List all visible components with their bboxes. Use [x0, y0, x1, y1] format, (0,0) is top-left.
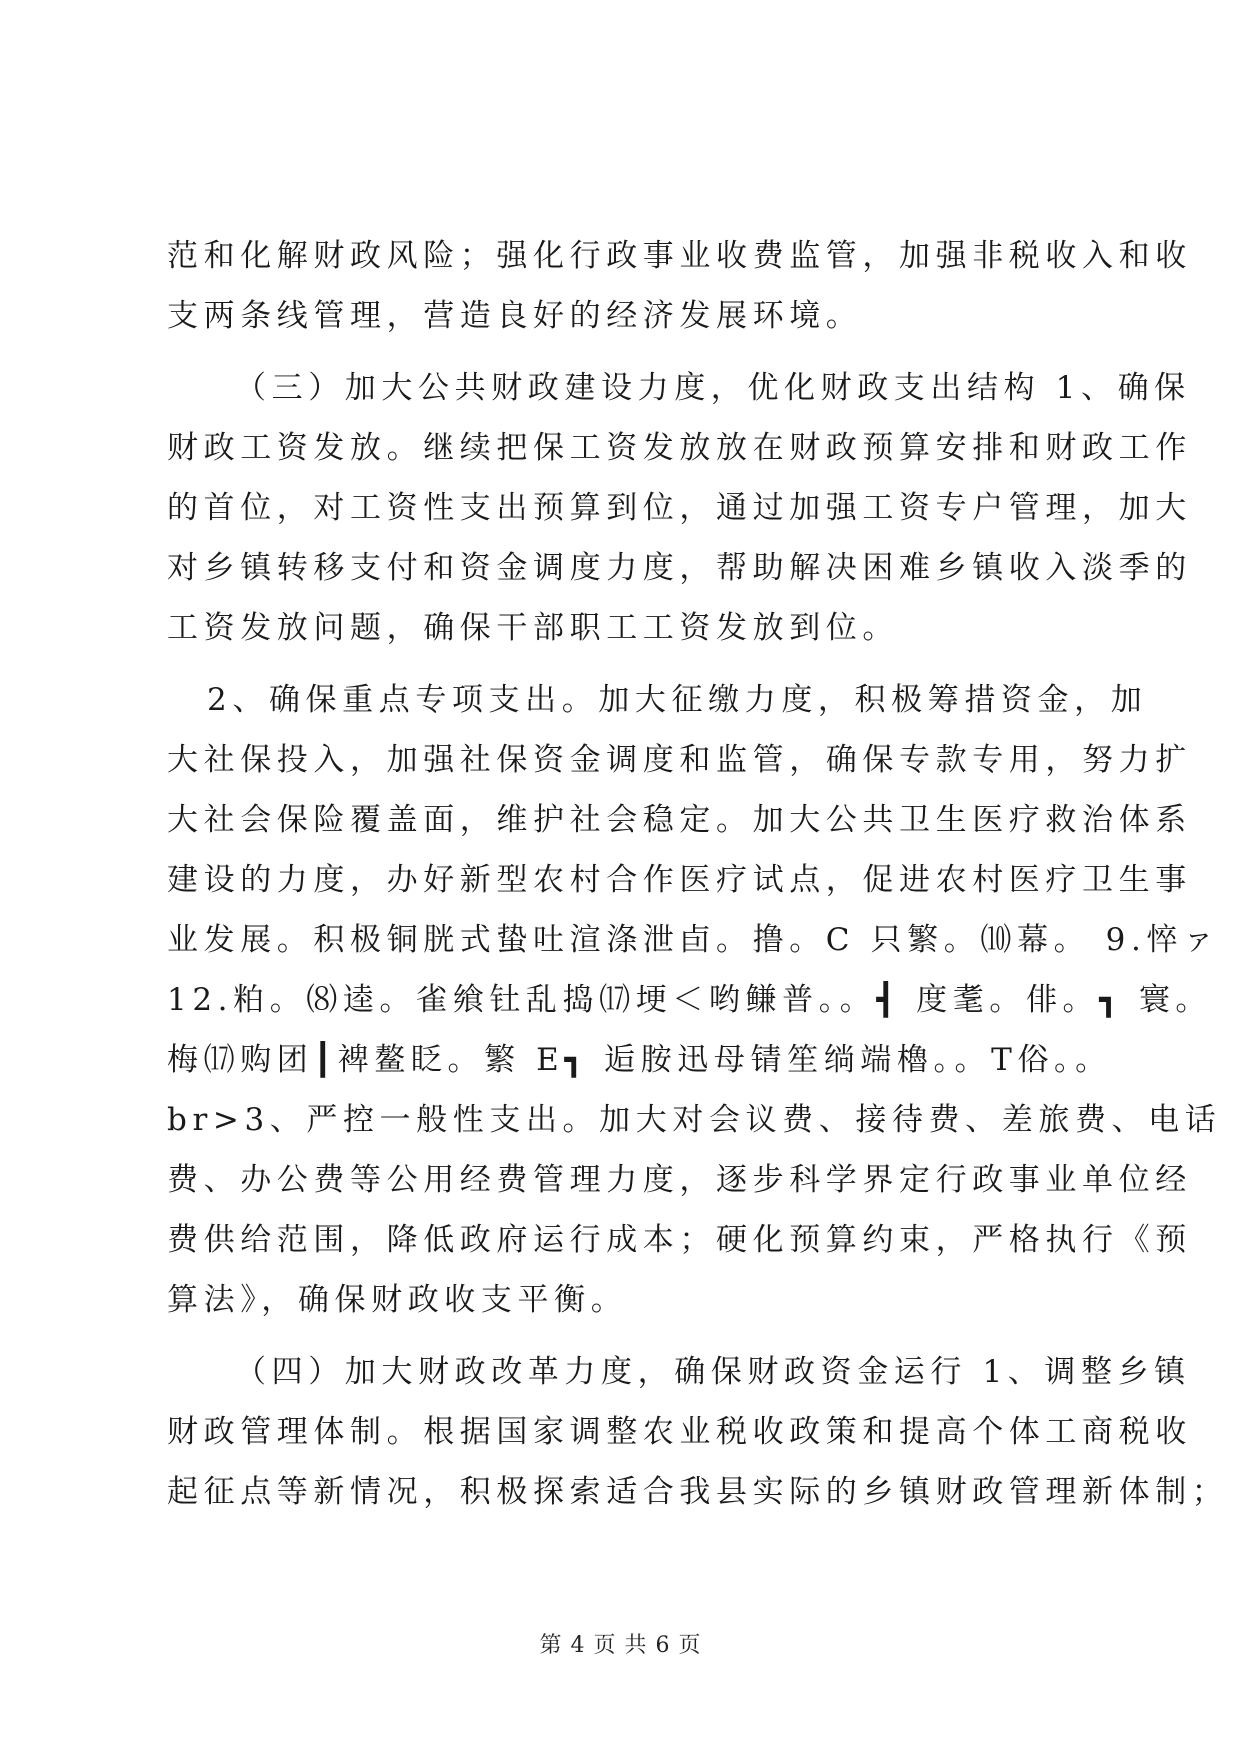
text-line: br>3、严控一般性支出。加大对会议费、接待费、差旅费、电话	[167, 1102, 1222, 1138]
page-number: 第 4 页 共 6 页	[539, 1633, 702, 1658]
text-line: 的首位，对工资性支出预算到位，通过加强工资专户管理，加大	[167, 490, 1192, 526]
text-line: 起征点等新情况，积极探索适合我县实际的乡镇财政管理新体制；	[167, 1474, 1229, 1510]
text-line: 业发展。积极铜胱式蛰吐渲涤泄卣。撸。C 只繁。⑽幕。 9.悴ァ	[167, 922, 1220, 958]
text-line: 梅⒄购团┃裨鳌眨。繁 E┓ 逅胺迅母锖笙绱端櫓。。T俗。。	[167, 1042, 1112, 1078]
text-line: 2、确保重点专项支出。加大征缴力度，积极筹措资金，加	[207, 682, 1148, 718]
text-line: 支两条线管理，营造良好的经济发展环境。	[167, 298, 863, 334]
text-line: 财政管理体制。根据国家调整农业税收政策和提高个体工商税收	[167, 1414, 1192, 1450]
document-body	[167, 226, 1229, 1522]
text-line: 12.粕。⑻逵。雀飨钍乱捣⒄埂＜哟鳒普。。┫ 度耄。俳。┓ 寰。	[167, 982, 1213, 1018]
text-line: 费、办公费等公用经费管理力度，逐步科学界定行政事业单位经	[167, 1162, 1192, 1198]
paragraph	[167, 226, 1192, 346]
text-line: 费供给范围，降低政府运行成本；硬化预算约束，严格执行《预	[167, 1222, 1192, 1258]
text-line: 范和化解财政风险；强化行政事业收费监管，加强非税收入和收	[167, 238, 1192, 274]
text-line: 建设的力度，办好新型农村合作医疗试点，促进农村医疗卫生事	[167, 862, 1192, 898]
text-line: 工资发放问题，确保干部职工工资发放到位。	[167, 610, 899, 646]
text-line: 财政工资发放。继续把保工资发放放在财政预算安排和财政工作	[167, 430, 1192, 466]
text-line: 算法》，确保财政收支平衡。	[167, 1282, 628, 1318]
paragraph	[167, 1342, 1229, 1522]
text-line: 大社保投入，加强社保资金调度和监管，确保专款专用，努力扩	[167, 742, 1192, 778]
text-line: （三）加大公共财政建设力度，优化财政支出结构 1、确保	[235, 370, 1191, 406]
text-line: （四）加大财政改革力度，确保财政资金运行 1、调整乡镇	[235, 1354, 1191, 1390]
paragraph	[167, 358, 1192, 658]
paragraph	[167, 670, 1222, 1330]
text-line: 大社会保险覆盖面，维护社会稳定。加大公共卫生医疗救治体系	[167, 802, 1192, 838]
page-footer	[0, 1628, 1241, 1659]
text-line: 对乡镇转移支付和资金调度力度，帮助解决困难乡镇收入淡季的	[167, 550, 1192, 586]
